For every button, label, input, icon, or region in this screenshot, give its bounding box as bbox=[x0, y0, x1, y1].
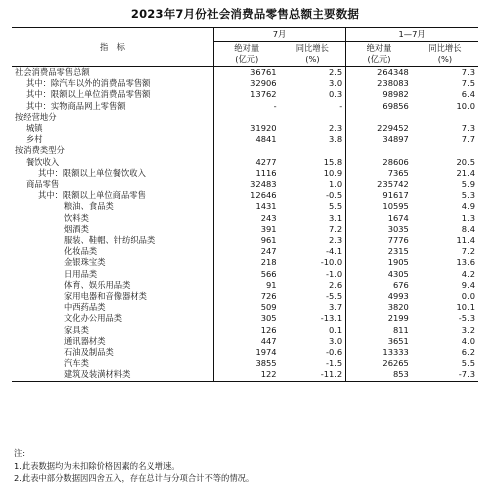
cell-y-yoy bbox=[412, 112, 478, 123]
cell-m-yoy: -0.5 bbox=[280, 190, 346, 201]
row-label: 城镇 bbox=[12, 123, 213, 134]
table-row bbox=[12, 280, 478, 291]
cell-y-abs: 10595 bbox=[382, 201, 409, 212]
cell-m-yoy: 5.5 bbox=[280, 201, 346, 212]
table-row bbox=[12, 179, 478, 190]
cell-m-abs: - bbox=[273, 100, 277, 111]
cell-m-abs: 243 bbox=[260, 212, 277, 223]
row-label: 其中：除汽车以外的消费品零售额 bbox=[12, 78, 213, 89]
cell-y-yoy: 5.9 bbox=[461, 179, 475, 190]
row-label: 金银珠宝类 bbox=[12, 257, 213, 268]
cell-m-abs: 3855 bbox=[255, 358, 277, 369]
header-ytd-abs: 绝对量 (亿元) bbox=[346, 42, 412, 67]
row-label: 其中：限额以上单位商品零售 bbox=[12, 190, 213, 201]
cell-y-yoy: 9.4 bbox=[461, 279, 475, 290]
cell-m-yoy: 3.0 bbox=[280, 336, 346, 347]
table-row bbox=[12, 246, 478, 257]
cell-m-yoy: -13.1 bbox=[280, 313, 346, 324]
cell-m-abs: 91 bbox=[266, 279, 277, 290]
page-title: 2023年7月份社会消费品零售总额主要数据 bbox=[130, 7, 360, 21]
cell-m-abs: 4277 bbox=[255, 156, 277, 167]
cell-m-abs: 32483 bbox=[250, 179, 277, 190]
row-label: 其中：限额以上单位餐饮收入 bbox=[12, 168, 213, 179]
row-label: 服装、鞋帽、针纺织品类 bbox=[12, 235, 213, 246]
cell-m-yoy: 3.7 bbox=[280, 302, 346, 313]
table-row bbox=[12, 291, 478, 302]
row-label: 中西药品类 bbox=[12, 302, 213, 313]
cell-y-yoy: 3.2 bbox=[461, 324, 475, 335]
cell-y-abs: 26265 bbox=[382, 358, 409, 369]
cell-y-yoy: 8.4 bbox=[461, 223, 475, 234]
table-row bbox=[12, 101, 478, 112]
footnote-1: 1.此表数据均为未扣除价格因素的名义增速。 bbox=[14, 460, 180, 471]
row-label: 饮料类 bbox=[12, 213, 213, 224]
cell-y-yoy: 5.5 bbox=[461, 358, 475, 369]
header-group-month: 7月 bbox=[213, 28, 345, 42]
cell-y-abs: 7365 bbox=[387, 167, 409, 178]
row-label: 家具类 bbox=[12, 325, 213, 336]
cell-m-yoy bbox=[280, 145, 346, 156]
row-label: 烟酒类 bbox=[12, 224, 213, 235]
cell-m-yoy: 1.0 bbox=[280, 179, 346, 190]
cell-m-abs: 447 bbox=[260, 335, 277, 346]
row-label: 文化办公用品类 bbox=[12, 313, 213, 324]
footnotes bbox=[14, 447, 254, 485]
cell-y-abs bbox=[346, 112, 412, 123]
cell-y-abs: 98982 bbox=[382, 89, 409, 100]
row-label: 体育、娱乐用品类 bbox=[12, 280, 213, 291]
cell-y-abs: 3035 bbox=[387, 223, 409, 234]
cell-m-abs bbox=[213, 145, 279, 156]
cell-y-yoy: 7.3 bbox=[461, 67, 475, 77]
row-label: 家用电器和音像器材类 bbox=[12, 291, 213, 302]
cell-m-yoy: -4.1 bbox=[280, 246, 346, 257]
cell-m-abs: 1974 bbox=[255, 347, 277, 358]
cell-m-abs: 247 bbox=[260, 246, 277, 257]
cell-y-yoy: -5.3 bbox=[458, 313, 475, 324]
cell-m-abs: 509 bbox=[260, 302, 277, 313]
footnote-2: 2.此表中部分数据因四舍五入，存在总计与分项合计不等的情况。 bbox=[14, 473, 255, 483]
cell-y-yoy: 4.0 bbox=[461, 335, 475, 346]
header-month-abs: 绝对量 (亿元) bbox=[213, 42, 279, 67]
cell-m-abs: 961 bbox=[260, 235, 277, 246]
row-label: 建筑及装潢材料类 bbox=[12, 369, 213, 381]
table-row bbox=[12, 213, 478, 224]
cell-y-yoy: 7.3 bbox=[461, 123, 475, 134]
row-label: 按经营地分 bbox=[12, 112, 213, 123]
table-row bbox=[12, 325, 478, 336]
row-label: 按消费类型分 bbox=[12, 145, 213, 156]
cell-y-abs: 264348 bbox=[377, 67, 409, 77]
cell-m-abs: 391 bbox=[260, 223, 277, 234]
cell-m-abs: 13762 bbox=[250, 89, 277, 100]
cell-m-yoy: 10.9 bbox=[280, 168, 346, 179]
cell-y-yoy: 20.5 bbox=[456, 156, 475, 167]
cell-m-yoy: -0.6 bbox=[280, 347, 346, 358]
cell-y-abs: 229452 bbox=[377, 123, 409, 134]
cell-y-abs: 4993 bbox=[387, 291, 409, 302]
cell-m-yoy: -11.2 bbox=[280, 369, 346, 381]
table-row bbox=[12, 313, 478, 324]
cell-y-abs: 676 bbox=[392, 279, 409, 290]
table-row bbox=[12, 224, 478, 235]
row-label: 石油及制品类 bbox=[12, 347, 213, 358]
row-label: 其中：实物商品网上零售额 bbox=[12, 101, 213, 112]
cell-y-abs: 811 bbox=[392, 324, 409, 335]
table-row bbox=[12, 112, 478, 123]
cell-y-yoy bbox=[412, 145, 478, 156]
cell-m-yoy: -10.0 bbox=[280, 257, 346, 268]
cell-m-yoy bbox=[280, 112, 346, 123]
row-label: 汽车类 bbox=[12, 358, 213, 369]
cell-m-abs: 12646 bbox=[250, 190, 277, 201]
cell-y-yoy: 5.3 bbox=[461, 190, 475, 201]
table-body bbox=[12, 67, 478, 382]
cell-y-yoy: 10.0 bbox=[456, 100, 475, 111]
cell-y-abs: 2199 bbox=[387, 313, 409, 324]
table-row bbox=[12, 201, 478, 212]
cell-y-abs: 7776 bbox=[387, 235, 409, 246]
cell-y-abs bbox=[346, 145, 412, 156]
cell-m-abs: 1116 bbox=[255, 167, 277, 178]
cell-y-yoy: 1.3 bbox=[461, 212, 475, 223]
table-row bbox=[12, 168, 478, 179]
cell-m-yoy: 3.8 bbox=[280, 134, 346, 145]
cell-m-abs bbox=[213, 112, 279, 123]
cell-y-abs: 1674 bbox=[387, 212, 409, 223]
cell-m-abs: 32906 bbox=[250, 78, 277, 89]
cell-y-abs: 3651 bbox=[387, 335, 409, 346]
cell-y-yoy: 6.4 bbox=[461, 89, 475, 100]
table-row bbox=[12, 123, 478, 134]
row-label: 其中：限额以上单位消费品零售额 bbox=[12, 89, 213, 100]
cell-y-abs: 4305 bbox=[387, 268, 409, 279]
table-row bbox=[12, 358, 478, 369]
table-row bbox=[12, 235, 478, 246]
cell-m-yoy: 3.1 bbox=[280, 213, 346, 224]
row-label: 乡村 bbox=[12, 134, 213, 145]
header-indicator: 指 标 bbox=[12, 28, 213, 67]
cell-y-yoy: 7.5 bbox=[461, 78, 475, 89]
cell-y-abs: 235742 bbox=[377, 179, 409, 190]
cell-y-abs: 2315 bbox=[387, 246, 409, 257]
table-row bbox=[12, 134, 478, 145]
cell-m-yoy: 15.8 bbox=[280, 157, 346, 168]
cell-m-abs: 1431 bbox=[255, 201, 277, 212]
table-row bbox=[12, 369, 478, 381]
header-group-ytd: 1—7月 bbox=[346, 28, 478, 42]
retail-sales-table bbox=[12, 27, 478, 382]
cell-y-abs: 3820 bbox=[387, 302, 409, 313]
cell-m-yoy: 7.2 bbox=[280, 224, 346, 235]
cell-m-abs: 305 bbox=[260, 313, 277, 324]
table-row bbox=[12, 145, 478, 156]
cell-m-yoy: 2.3 bbox=[280, 123, 346, 134]
cell-m-abs: 126 bbox=[260, 324, 277, 335]
cell-m-yoy: 2.3 bbox=[280, 235, 346, 246]
cell-y-yoy: 4.2 bbox=[461, 268, 475, 279]
cell-y-abs: 238083 bbox=[377, 78, 409, 89]
cell-y-abs: 853 bbox=[346, 369, 412, 381]
cell-m-yoy: 0.1 bbox=[280, 325, 346, 336]
cell-y-abs: 69856 bbox=[382, 100, 409, 111]
cell-y-abs: 34897 bbox=[382, 134, 409, 145]
cell-y-abs: 28606 bbox=[382, 156, 409, 167]
row-label: 餐饮收入 bbox=[12, 157, 213, 168]
row-label: 化妆品类 bbox=[12, 246, 213, 257]
row-label: 通讯器材类 bbox=[12, 336, 213, 347]
cell-y-abs: 13333 bbox=[382, 347, 409, 358]
cell-m-abs: 726 bbox=[260, 291, 277, 302]
cell-y-yoy: 4.9 bbox=[461, 201, 475, 212]
cell-m-yoy: -1.0 bbox=[280, 269, 346, 280]
cell-m-yoy: 2.5 bbox=[280, 67, 346, 79]
cell-m-abs: 4841 bbox=[255, 134, 277, 145]
row-label: 粮油、食品类 bbox=[12, 201, 213, 212]
row-label: 社会消费品零售总额 bbox=[12, 67, 213, 79]
cell-m-yoy: -5.5 bbox=[280, 291, 346, 302]
cell-m-abs: 122 bbox=[213, 369, 279, 381]
table-row bbox=[12, 157, 478, 168]
cell-m-abs: 566 bbox=[260, 268, 277, 279]
cell-y-yoy: 7.2 bbox=[461, 246, 475, 257]
table-row bbox=[12, 78, 478, 89]
cell-y-yoy: 0.0 bbox=[461, 291, 475, 302]
cell-y-abs: 91617 bbox=[382, 190, 409, 201]
row-label: 商品零售 bbox=[12, 179, 213, 190]
cell-m-yoy: - bbox=[280, 101, 346, 112]
footnote-heading: 注: bbox=[14, 448, 26, 458]
cell-y-abs: 1905 bbox=[387, 257, 409, 268]
table-row bbox=[12, 269, 478, 280]
cell-m-yoy: 2.6 bbox=[280, 280, 346, 291]
row-label: 日用品类 bbox=[12, 269, 213, 280]
cell-y-yoy: 10.1 bbox=[456, 302, 475, 313]
cell-y-yoy: 13.6 bbox=[456, 257, 475, 268]
header-month-yoy: 同比增长 (%) bbox=[280, 42, 346, 67]
cell-m-yoy: -1.5 bbox=[280, 358, 346, 369]
header-ytd-yoy: 同比增长 (%) bbox=[412, 42, 478, 67]
header-row-groups bbox=[12, 28, 478, 42]
table-row bbox=[12, 190, 478, 201]
table-row bbox=[12, 257, 478, 268]
cell-y-yoy: 21.4 bbox=[456, 167, 475, 178]
cell-m-abs: 36761 bbox=[250, 67, 277, 77]
cell-y-yoy: 6.2 bbox=[461, 347, 475, 358]
table-row bbox=[12, 336, 478, 347]
cell-y-yoy: 11.4 bbox=[456, 235, 475, 246]
table-row bbox=[12, 89, 478, 100]
cell-m-yoy: 0.3 bbox=[280, 89, 346, 100]
cell-y-yoy: 7.7 bbox=[461, 134, 475, 145]
cell-m-yoy: 3.0 bbox=[280, 78, 346, 89]
cell-m-abs: 31920 bbox=[250, 123, 277, 134]
table-row bbox=[12, 302, 478, 313]
cell-m-abs: 218 bbox=[260, 257, 277, 268]
cell-y-yoy: -7.3 bbox=[412, 369, 478, 381]
table-row bbox=[12, 67, 478, 79]
table-row bbox=[12, 347, 478, 358]
